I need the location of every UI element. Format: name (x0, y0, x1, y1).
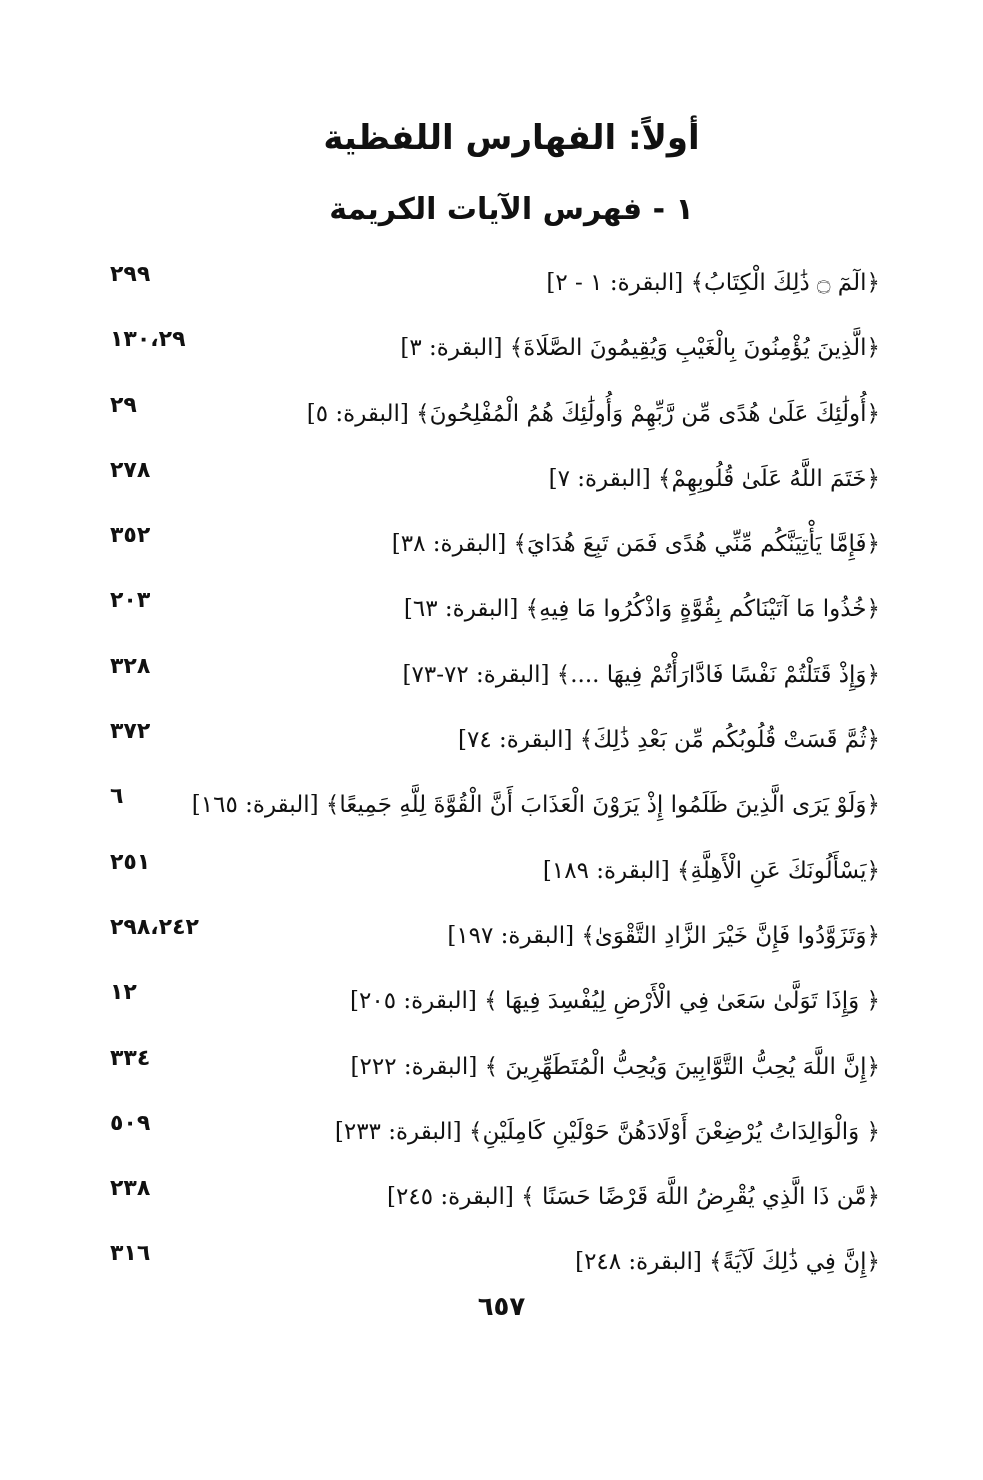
page-references: ٢٧٨ (110, 457, 151, 483)
verse-text: ﴿وَلَوْ يَرَى الَّذِينَ ظَلَمُوا إِذْ يَرَوْنَ الْعَذَابَ أَنَّ الْقُوَّةَ لِلَّهِ جَمِيعًا﴾ [البقرة: ١٦٥] (191, 792, 880, 819)
verse-text: ﴿وَإِذْ قَتَلْتُمْ نَفْسًا فَادَّارَأْتُمْ فِيهَا ....﴾ [البقرة: ٧٢-٧٣] (402, 661, 880, 688)
page-title: أولاً: الفهارس اللفظية (323, 118, 700, 158)
page-references: ٢٩٩ (110, 262, 151, 287)
page-references: ٣١٦ (110, 1241, 151, 1267)
verse-text: ﴿ وَإِذَا تَوَلَّىٰ سَعَىٰ فِي الْأَرْضِ لِيُفْسِدَ فِيهَا ﴾ [البقرة: ٢٠٥] (350, 988, 880, 1015)
verse-text: ﴿يَسْأَلُونَكَ عَنِ الْأَهِلَّةِ﴾ [البقرة: ١٨٩] (542, 857, 880, 884)
page-references: ٣٧٢ (110, 719, 151, 745)
page-references: ٣٣٤ (110, 1045, 151, 1071)
list-item (100, 1176, 880, 1241)
verse-text: ﴿الٓمٓ ۝ ذَٰلِكَ الْكِتَابُ﴾ [البقرة: ١ - ٢] (546, 270, 880, 296)
page-references: ٣٢٨ (110, 653, 151, 679)
section-title: ١ - فهرس الآيات الكريمة (329, 192, 694, 227)
verse-text: ﴿الَّذِينَ يُؤْمِنُونَ بِالْغَيْبِ وَيُقِيمُونَ الصَّلَاةَ﴾ [البقرة: ٣] (400, 335, 880, 362)
verse-text: ﴿فَإِمَّا يَأْتِيَنَّكُم مِّنِّي هُدًى فَمَن تَبِعَ هُدَايَ﴾ [البقرة: ٣٨] (391, 531, 880, 558)
list-item (100, 458, 880, 523)
verse-text: ﴿ثُمَّ قَسَتْ قُلُوبُكُم مِّن بَعْدِ ذَٰلِكَ﴾ [البقرة: ٧٤] (457, 727, 880, 754)
list-item (100, 588, 880, 653)
page-references: ٢٣٨ (110, 1176, 151, 1202)
page-references: ٢٠٣ (110, 588, 151, 614)
verse-text: ﴿أُولَٰئِكَ عَلَىٰ هُدًى مِّن رَّبِّهِمْ وَأُولَٰئِكَ هُمُ الْمُفْلِحُونَ﴾ [البقرة: ٥] (306, 400, 880, 427)
verse-text: ﴿خُذُوا مَا آتَيْنَاكُم بِقُوَّةٍ وَاذْكُرُوا مَا فِيهِ﴾ [البقرة: ٦٣] (403, 596, 880, 623)
page-references: ٥٠٩ (110, 1110, 151, 1136)
list-item (100, 523, 880, 588)
verse-text: ﴿إِنَّ فِي ذَٰلِكَ لَآيَةً﴾ [البقرة: ٢٤٨] (575, 1249, 880, 1276)
list-item (100, 784, 880, 849)
page-references: ٢٩ (110, 392, 137, 418)
list-item (100, 327, 880, 392)
list-item (100, 393, 880, 458)
page-references: ١٣٠،٢٩ (110, 327, 186, 353)
verse-text: ﴿خَتَمَ اللَّهُ عَلَىٰ قُلُوبِهِمْ﴾ [البقرة: ٧] (548, 465, 880, 492)
list-item (100, 850, 880, 915)
verse-text: ﴿ وَالْوَالِدَاتُ يُرْضِعْنَ أَوْلَادَهُنَّ حَوْلَيْنِ كَامِلَيْنِ﴾ [البقرة: ٢٣٣] (334, 1118, 880, 1145)
page-references: ٢٥١ (110, 849, 151, 875)
list-item (100, 980, 880, 1045)
verse-text: ﴿إِنَّ اللَّهَ يُحِبُّ التَّوَّابِينَ وَيُحِبُّ الْمُتَطَهِّرِينَ ﴾ [البقرة: ٢٢٢] (350, 1053, 880, 1080)
list-item (100, 915, 880, 980)
list-item (100, 654, 880, 719)
page-number: ٦٥٧ (477, 1292, 526, 1322)
list-item (100, 719, 880, 784)
list-item (100, 262, 880, 327)
page-references: ٢٩٨،٢٤٢ (110, 914, 199, 940)
page-references: ١٢ (110, 980, 137, 1006)
verse-text: ﴿وَتَزَوَّدُوا فَإِنَّ خَيْرَ الزَّادِ التَّقْوَىٰ﴾ [البقرة: ١٩٧] (447, 922, 880, 949)
verse-text: ﴿مَّن ذَا الَّذِي يُقْرِضُ اللَّهَ قَرْضًا حَسَنًا ﴾ [البقرة: ٢٤٥] (387, 1184, 880, 1211)
verse-index-list (100, 262, 880, 1307)
page-references: ٣٥٢ (110, 523, 151, 549)
list-item (100, 1111, 880, 1176)
page-references: ٦ (110, 784, 124, 810)
list-item (100, 1046, 880, 1111)
